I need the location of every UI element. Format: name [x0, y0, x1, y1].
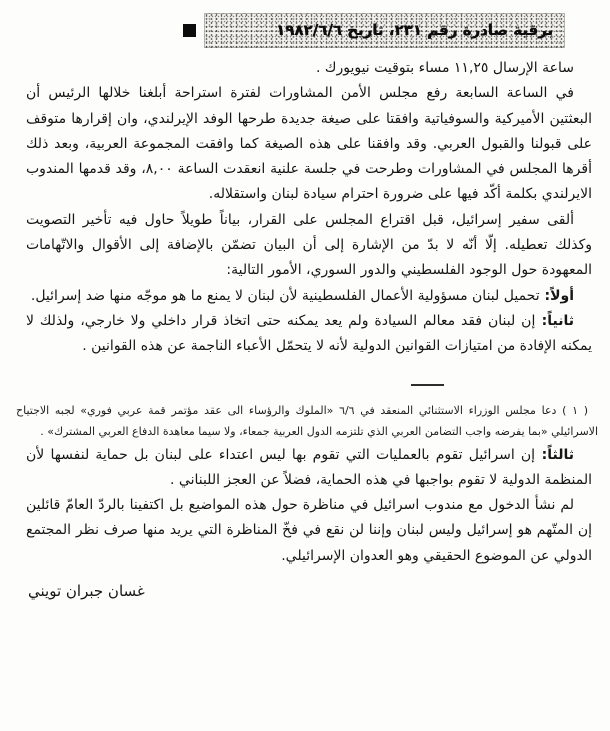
paragraph-closing	[26, 493, 592, 569]
paragraph-text: تحميل لبنان مسؤولية الأعمال الفلسطينية لأن لبنان لا يمنع ما هو موجّه منها ضد إسرائيل.	[30, 287, 540, 304]
telegram-header	[183, 13, 565, 48]
paragraph-israel-envoy-statement	[26, 208, 592, 284]
telegram-banner	[204, 13, 565, 48]
telegram-body	[16, 56, 598, 603]
paragraph-council-session	[26, 81, 592, 207]
black-square-marker-icon	[183, 24, 196, 37]
footnote-separator-rule	[411, 384, 444, 386]
paragraph-text: إن لبنان فقد معالم السيادة ولم يعد يمكنه حتى اتخاذ قرار داخلي ولا خارجي، ولذلك لا يمكنه الإفادة من امتيازات القوانين الدولية لأنه لا يتحمّل الأعباء الناجمة عن هذه القوانين .	[26, 312, 592, 355]
paragraph-text: ألقى سفير إسرائيل، قبل اقتراع المجلس على القرار، بياناً طويلاً حاول فيه تأخير التصويت وكذلك تعطيله. إلّا أنّه لا بدّ من الإشارة إلى أن البيان تضمّن بالإضافة إلى الأقوال والاتّهامات المعهودة حول الوجود الفلسطيني والدور السوري، الأمور التالية:	[26, 211, 592, 279]
paragraph-lead-first: أولاً:	[539, 287, 574, 304]
paragraph-text: ساعة الإرسال ١١,٢٥ مساء بتوقيت نيويورك .	[316, 60, 574, 76]
paragraph-text: إن اسرائيل تقوم بالعمليات التي تقوم بها ليس اعتداء على لبنان بل حماية لنفسها لأن المنظمة الدولية لا تقوم بواجبها في هذه الحماية، فضلاً عن العجز اللبناني .	[26, 446, 592, 488]
paragraph-point-third	[26, 443, 592, 494]
signature: غسان جبران تويني	[28, 582, 145, 601]
paragraph-text: في الساعة السابعة رفع مجلس الأمن المشاورات لفترة استراحة أبلغنا خلالها الرئيس أن البعثتين الأميركية والسوفياتية وافقتا على صيغة جديدة طرحها الوفد الإيرلندي، وان إقرارها متوقف على قبولنا والقبول العربي. وقد وافقنا على هذه الصيغة كما وافقت المجموعة العربية، وبعد ذلك أقرها المجلس في المشاورات وطرحت في جلسة علنية انعقدت الساعة ٨,٠٠، وقد قدمها المندوب الايرلندي بكلمة أكّد فيها على ضرورة احترام سيادة لبنان واستقلاله.	[26, 85, 592, 203]
paragraph-text: لم نشأ الدخول مع مندوب اسرائيل في مناظرة حول هذه المواضيع بل اكتفينا بالردّ العامّ قائلين إن المتّهم هو إسرائيل وليس لبنان وإننا لن نقع في فخّ المناظرة التي يريد منها صرف نظر المجتمع الدولي عن الموضوع الحقيقي وهو العدوان الإسرائيلي.	[26, 497, 592, 564]
paragraph-lead-third: ثالثاً:	[535, 446, 574, 463]
telegram-banner-title: برقية صادرة رقم ٢٣١، تاريخ ١٩٨٢/٦/٦	[275, 21, 553, 39]
paragraph-transmission-time	[26, 56, 592, 81]
paragraph-point-first	[26, 284, 592, 309]
footnote: ( ١ ) دعا مجلس الوزراء الاستثنائي المنعقد في ٦/٦ «الملوك والرؤساء الى عقد مؤتمر قمة عربي فوري» لجبه الاجتياح الاسرائيلي «بما يفرضه واجب التضامن العربي الذي تلتزمه الدول العربية جمعاء، ولا سيما معاهدة الدفاع العربي المشترك» .	[16, 403, 598, 439]
paragraph-point-second	[26, 309, 592, 360]
paragraph-lead-second: ثانياً:	[535, 312, 575, 329]
